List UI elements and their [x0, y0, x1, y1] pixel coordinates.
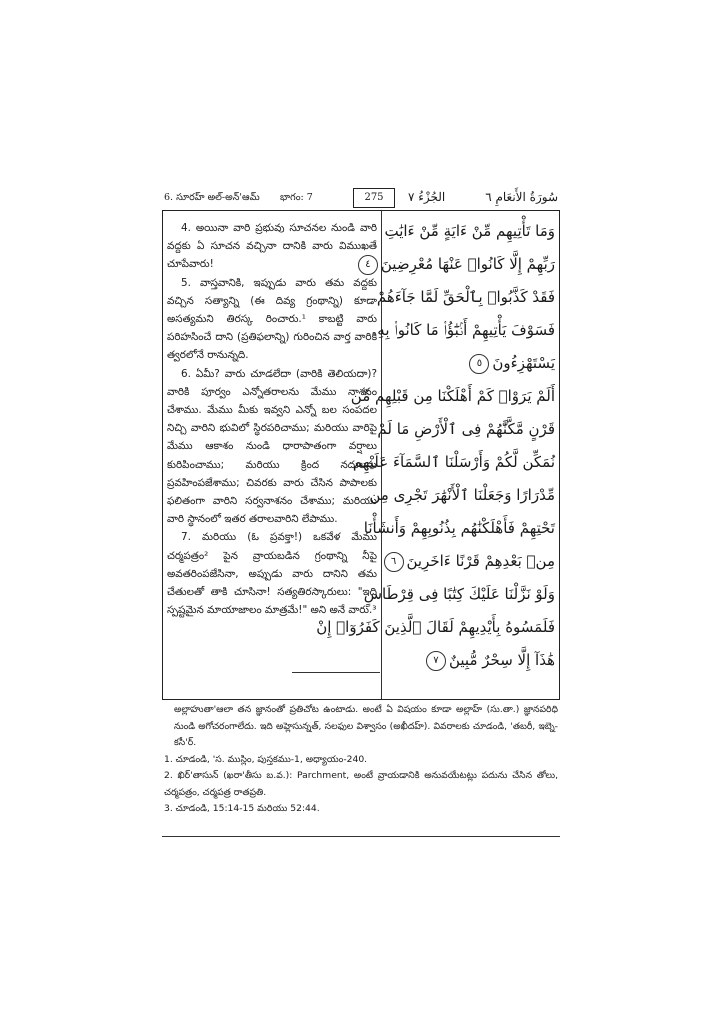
translation-verse-5: 5. వాస్తవానికి, ఇప్పుడు వారు తమ వద్దకు వచ్చిన సత్యాన్ని (ఈ దివ్య గ్రంథాన్ని) కూడా అసత్యమని తిరస్క రించారు.¹ కాబట్టి వారు పరిహసించే దాని (ప్రతిఫలాన్ని) గురించిన వార్త వారికి త్వరలోనే రానున్నది.	[167, 276, 377, 362]
translation-verse-4: 4. అయినా వారి ప్రభువు సూచనల నుండి వారి వద్దకు ఏ సూచన వచ్చినా దానికి వారు విముఖతే చూపేవారు!	[167, 222, 377, 271]
arabic-line: أَلَمْ يَرَوْا۟ كَمْ أَهْلَكْنَا مِن قَبْلِهِم مِّن	[350, 387, 555, 405]
surah-name-arabic: سُورَةُ الأَنعَامِ ٦	[485, 190, 558, 204]
ayah-marker: ٤	[358, 255, 378, 275]
footnotes	[164, 702, 558, 818]
arabic-line: مِنۢ بَعْدِهِمْ قَرْنًا ءَاخَرِينَ٦	[387, 545, 555, 578]
arabic-line: يَسْتَهْزِءُونَ٥	[387, 347, 555, 380]
arabic-line: فَلَمَسُوهُ بِأَيْدِيهِمْ لَقَالَ ٱلَّذِينَ كَفَرُوٓا۟ إِنْ	[316, 618, 555, 636]
arabic-column	[316, 215, 555, 677]
juz-label: الجُزْءُ ٧	[408, 190, 446, 204]
part-number: భాగం: 7	[280, 192, 313, 203]
arabic-line: وَمَا تَأْتِيهِم مِّنْ ءَايَةٍ مِّنْ ءَايَٰتِ	[384, 222, 555, 240]
text-frame	[162, 210, 560, 700]
translation-verse-6: 6. ఏమీ? వారు చూడలేదా (వారికి తెలియదా)? వారికి పూర్వం ఎన్నోతరాలను మేము నాశనం చేశాము. మేము మీకు ఇవ్వని ఎన్నో బల సంపదల నిచ్చి వారిని భువిలో స్థిరపరిచాము; మరియు వారిపై మేము ఆకాశం నుండి ధారాపాతంగా వర్షాలు కురిపించాము; మరియు క్రింద నదులను ప్రవహింపజేశాము; చివరకు వారు చేసిన పాపాలకు ఫలితంగా వారిని సర్వనాశనం చేశాము; మరియు వారి స్థానంలో ఇతర తరాలవారిని లేపాము.	[167, 367, 377, 526]
surah-name-telugu: 6. సూరహ్ అల్-అన్'ఆమ్	[164, 192, 260, 203]
page-header	[162, 180, 560, 210]
arabic-line: تَحْتِهِمْ فَأَهْلَكْنَٰهُم بِذُنُوبِهِمْ وَأَنشَأْنَا	[363, 519, 555, 537]
footnote-2: 2. ఖిర్'తాసున్ (ఖరా'తీసు బ.వ.): Parchment, అంటే వ్రాయడానికి అనువయేటట్లు పదును చేసిన తోలు, చర్మపత్రం, చర్మపత్ర రాతప్రతి.	[164, 770, 558, 798]
footnote-1: 1. చూడండి, 'స. ముస్లిం, పుస్తకము-1, అధ్యాయం-240.	[164, 753, 368, 765]
arabic-line: وَلَوْ نَزَّلْنَا عَلَيْكَ كِتَٰبًا فِى قِرْطَاسٍ	[363, 585, 555, 603]
arabic-line: رَبِّهِمْ إِلَّا كَانُوا۟ عَنْهَا مُعْرِضِينَ٤	[387, 248, 555, 281]
ayah-marker: ٧	[426, 651, 446, 671]
footnote-continuation: అల్లాహుతా'ఆలా తన జ్ఞానంతో ప్రతిచోట ఉంటాడు. అంటే ఏ విషయం కూడా అల్లాహ్ (సు.తా.) జ్ఞానపరిధి నుండి అగోచరంగాలేదు. ఇది అహ్లెసున్నత్, సలఫుల విశ్వాసం (అఖీదహ్). వివరాలకు చూడండి, 'తబరీ, ఇబ్నె-కసీ'ర్.	[174, 704, 558, 748]
arabic-line: هَٰذَآ إِلَّا سِحْرٌ مُّبِينٌ٧	[387, 644, 555, 677]
translation-column	[167, 219, 377, 619]
arabic-line: نُمَكِّن لَّكُمْ وَأَرْسَلْنَا ٱلسَّمَآءَ عَلَيْهِم	[352, 453, 555, 471]
bottom-rule	[162, 836, 560, 837]
ayah-marker: ٥	[469, 354, 489, 374]
translation-verse-7: 7. మరియు (ఓ ప్రవక్తా!) ఒకవేళ మేము చర్మపత్రం² పైన వ్రాయబడిన గ్రంథాన్ని నీపై అవతరింపజేసినా, అప్పుడు వారు దానిని తమ చేతులతో తాకి చూసినా! సత్యతిరస్కారులు: "ఇది స్పష్టమైన మాయాజాలం మాత్రమే!" అని అనే వారు.³	[167, 531, 377, 617]
arabic-line: قَرْنٍ مَّكَّنَّٰهُمْ فِى ٱلْأَرْضِ مَا لَمْ	[377, 420, 555, 438]
footnote-3: 3. చూడండి, 15:14-15 మరియు 52:44.	[164, 803, 320, 814]
footnote-separator	[292, 672, 380, 673]
quran-page	[162, 180, 560, 840]
arabic-line: فَسَوْفَ يَأْتِيهِمْ أَنۢبَٰٓؤُا۟ مَا كَانُوا۟ بِهِۦ	[371, 321, 555, 339]
page-number: 275	[353, 188, 395, 208]
arabic-line: مِّدْرَارًا وَجَعَلْنَا ٱلْأَنْهَٰرَ تَجْرِى مِن	[369, 486, 555, 504]
arabic-line: فَقَدْ كَذَّبُوا۟ بِٱلْحَقِّ لَمَّا جَآءَهُمْ	[376, 288, 555, 306]
ayah-marker: ٦	[384, 552, 404, 572]
